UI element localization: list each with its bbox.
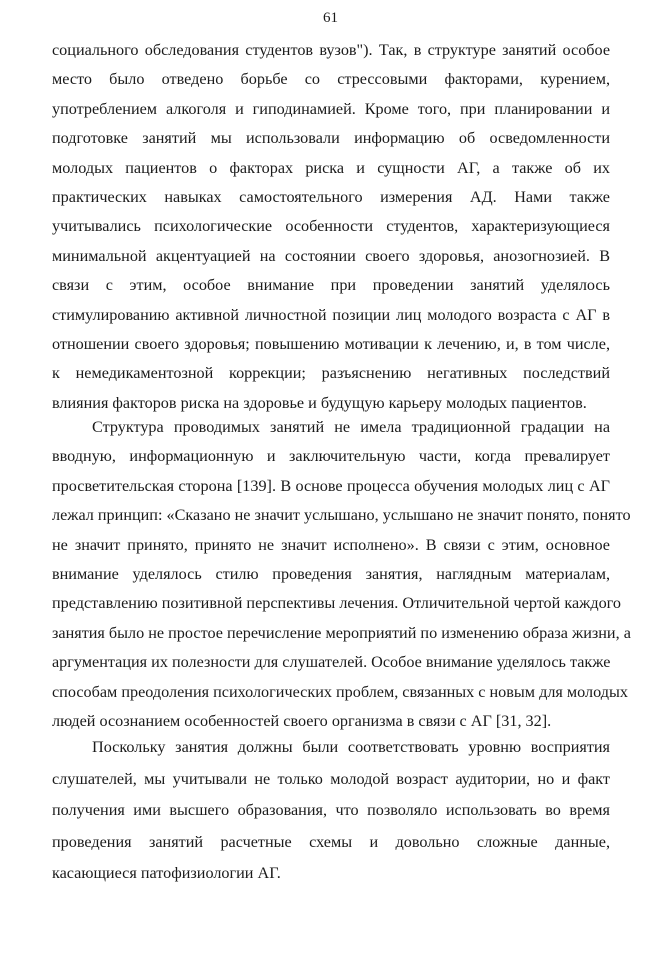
- text-line: употреблением алкоголя и гиподинамией. Кроме того, при планировании и: [52, 99, 610, 118]
- text-line: Структура проводимых занятий не имела традиционной градации на: [92, 418, 610, 436]
- text-line: занятия было не простое перечисление мероприятий по изменению образа жизни, а: [52, 623, 631, 642]
- text-line: слушателей, мы учитывали не только молодой возраст аудитории, но и факт: [52, 769, 610, 788]
- text-line: внимание уделялось стилю проведения занятия, наглядным материалам,: [52, 564, 610, 583]
- text-line: стимулированию активной личностной позиции лиц молодого возраста с АГ в: [52, 305, 610, 324]
- text-line: место было отведено борьбе со стрессовыми факторами, курением,: [52, 70, 610, 89]
- paragraph-2: [52, 413, 631, 736]
- text-line: касающиеся патофизиологии АГ.: [52, 864, 281, 882]
- text-line: вводную, информационную и заключительную части, когда превалирует: [52, 447, 610, 466]
- text-line: лежал принцип: «Сказано не значит услышано, услышано не значит понято, понято: [52, 506, 631, 525]
- paragraph-3: [52, 732, 610, 890]
- text-line: проведения занятий расчетные схемы и довольно сложные данные,: [52, 832, 610, 851]
- text-line: подготовке занятий мы использовали информацию об осведомленности: [52, 129, 610, 148]
- text-line: к немедикаментозной коррекции; разъяснению негативных последствий: [52, 364, 610, 383]
- text-line: людей осознанием особенностей своего организма в связи с АГ [31, 32].: [52, 711, 552, 730]
- text-line: отношении своего здоровья; повышению мотивации к лечению, и, в том числе,: [52, 334, 610, 353]
- text-line: влияния факторов риска на здоровье и будущую карьеру молодых пациентов.: [52, 393, 587, 412]
- text-line: получения ими высшего образования, что позволяло использовать во время: [52, 801, 610, 819]
- text-line: не значит принято, принято не значит исполнено». В связи с этим, основное: [52, 535, 610, 554]
- paragraph-1: [52, 36, 610, 418]
- text-line: социального обследования студентов вузов"). Так, в структуре занятий особое: [52, 41, 610, 59]
- text-line: Поскольку занятия должны были соответствовать уровню восприятия: [92, 738, 610, 756]
- text-line: учитывались психологические особенности студентов, характеризующиеся: [52, 217, 610, 236]
- text-line: связи с этим, особое внимание при проведении занятий уделялось: [52, 276, 610, 295]
- text-line: представлению позитивной перспективы лечения. Отличительной чертой каждого: [52, 594, 622, 613]
- text-line: минимальной акцентуацией на состоянии своего здоровья, анозогнозией. В: [52, 246, 610, 265]
- text-line: практических навыках самостоятельного измерения АД. Нами также: [52, 187, 610, 206]
- text-line: способам преодоления психологических проблем, связанных с новым для молодых: [52, 682, 628, 701]
- text-line: молодых пациентов о факторах риска и сущности АГ, а также об их: [52, 158, 610, 177]
- page-number: 61: [323, 10, 338, 26]
- text-line: просветительская сторона [139]. В основе процесса обучения молодых лиц с АГ: [52, 476, 610, 495]
- text-line: аргументация их полезности для слушателей. Особое внимание уделялось также: [52, 653, 611, 672]
